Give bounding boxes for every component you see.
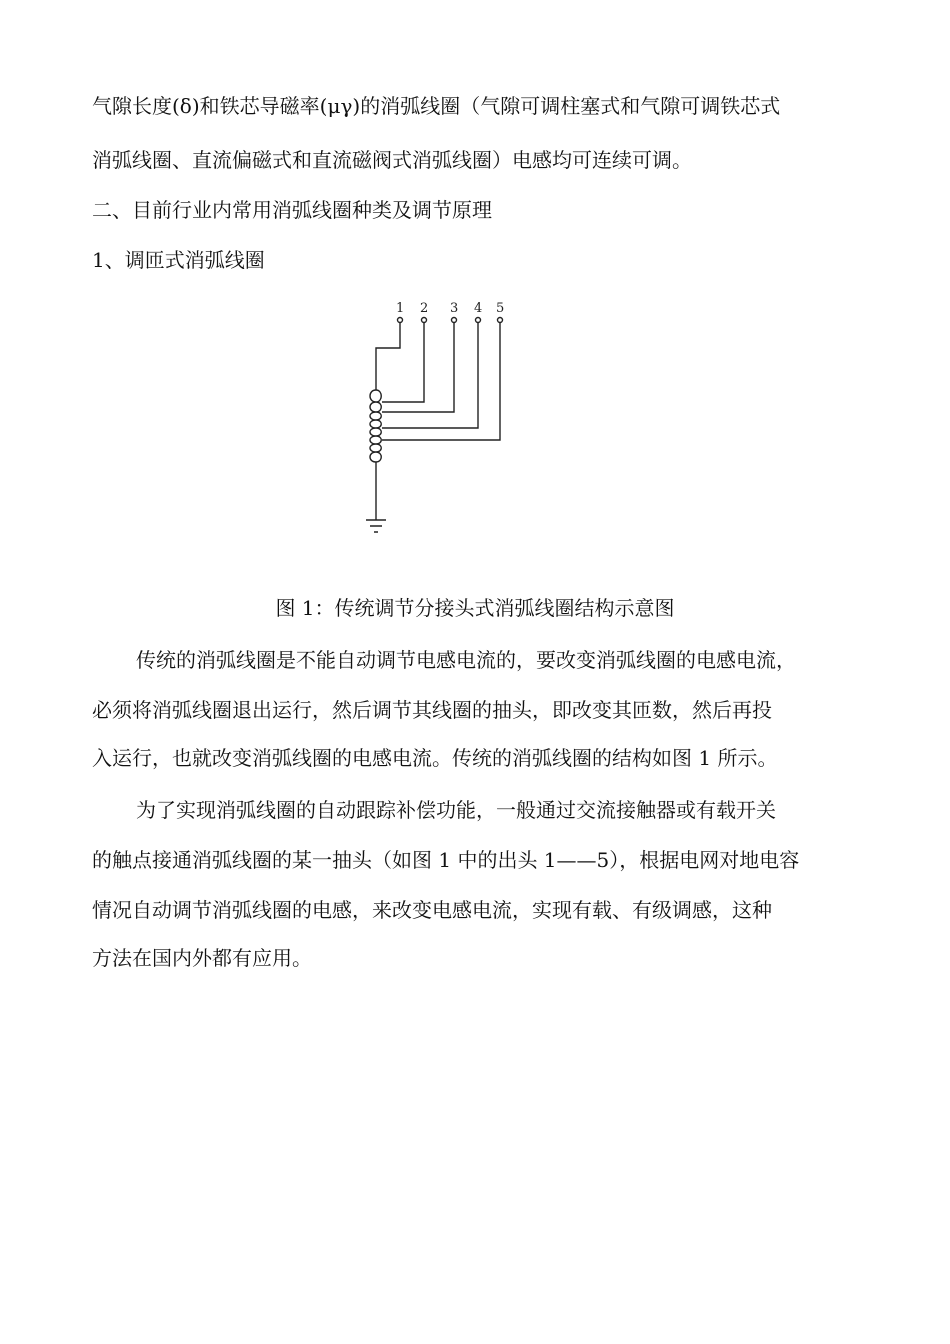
coil-diagram-svg (350, 298, 530, 548)
terminal-5-label: 5 (496, 301, 505, 316)
terminal-2-label: 2 (420, 301, 429, 316)
terminal-4-node (476, 318, 481, 323)
section-heading: 二、目前行业内常用消弧线圈种类及调节原理 (92, 198, 492, 222)
paragraph-2-line-4: 方法在国内外都有应用。 (92, 946, 312, 970)
terminal-1-label: 1 (396, 301, 405, 316)
figure-caption: 图 1：传统调节分接头式消弧线圈结构示意图 (275, 596, 675, 620)
paragraph-2-line-2: 的触点接通消弧线圈的某一抽头（如图 1 中的出头 1——5），根据电网对地电容 (92, 848, 800, 872)
paragraph-2-line-1: 为了实现消弧线圈的自动跟踪补偿功能，一般通过交流接触器或有载开关 (136, 798, 776, 822)
terminal-1-wire (376, 323, 400, 390)
terminal-1-node (398, 318, 403, 323)
paragraph-2-line-3: 情况自动调节消弧线圈的电感，来改变电感电流，实现有载、有级调感，这种 (92, 898, 772, 922)
paragraph-1-line-1: 传统的消弧线圈是不能自动调节电感电流的，要改变消弧线圈的电感电流， (136, 648, 796, 672)
ground-symbol (366, 520, 386, 532)
text-line-1: 气隙长度(δ)和铁芯导磁率(μγ)的消弧线圈（气隙可调柱塞式和气隙可调铁芯式 (92, 94, 781, 118)
terminal-5-node (498, 318, 503, 323)
terminal-2-node (422, 318, 427, 323)
terminal-3-node (452, 318, 457, 323)
paragraph-1-line-3: 入运行，也就改变消弧线圈的电感电流。传统的消弧线圈的结构如图 1 所示。 (92, 746, 778, 770)
terminal-3-label: 3 (450, 301, 459, 316)
terminal-3-wire (382, 323, 454, 412)
terminal-2-wire (382, 323, 424, 402)
terminal-4-label: 4 (474, 301, 483, 316)
paragraph-1-line-2: 必须将消弧线圈退出运行，然后调节其线圈的抽头，即改变其匝数，然后再投 (92, 698, 772, 722)
coil-diagram (350, 298, 530, 548)
text-line-2: 消弧线圈、直流偏磁式和直流磁阀式消弧线圈）电感均可连续可调。 (92, 148, 692, 172)
coil-winding (370, 390, 376, 462)
subsection-heading: 1、调匝式消弧线圈 (92, 248, 265, 272)
